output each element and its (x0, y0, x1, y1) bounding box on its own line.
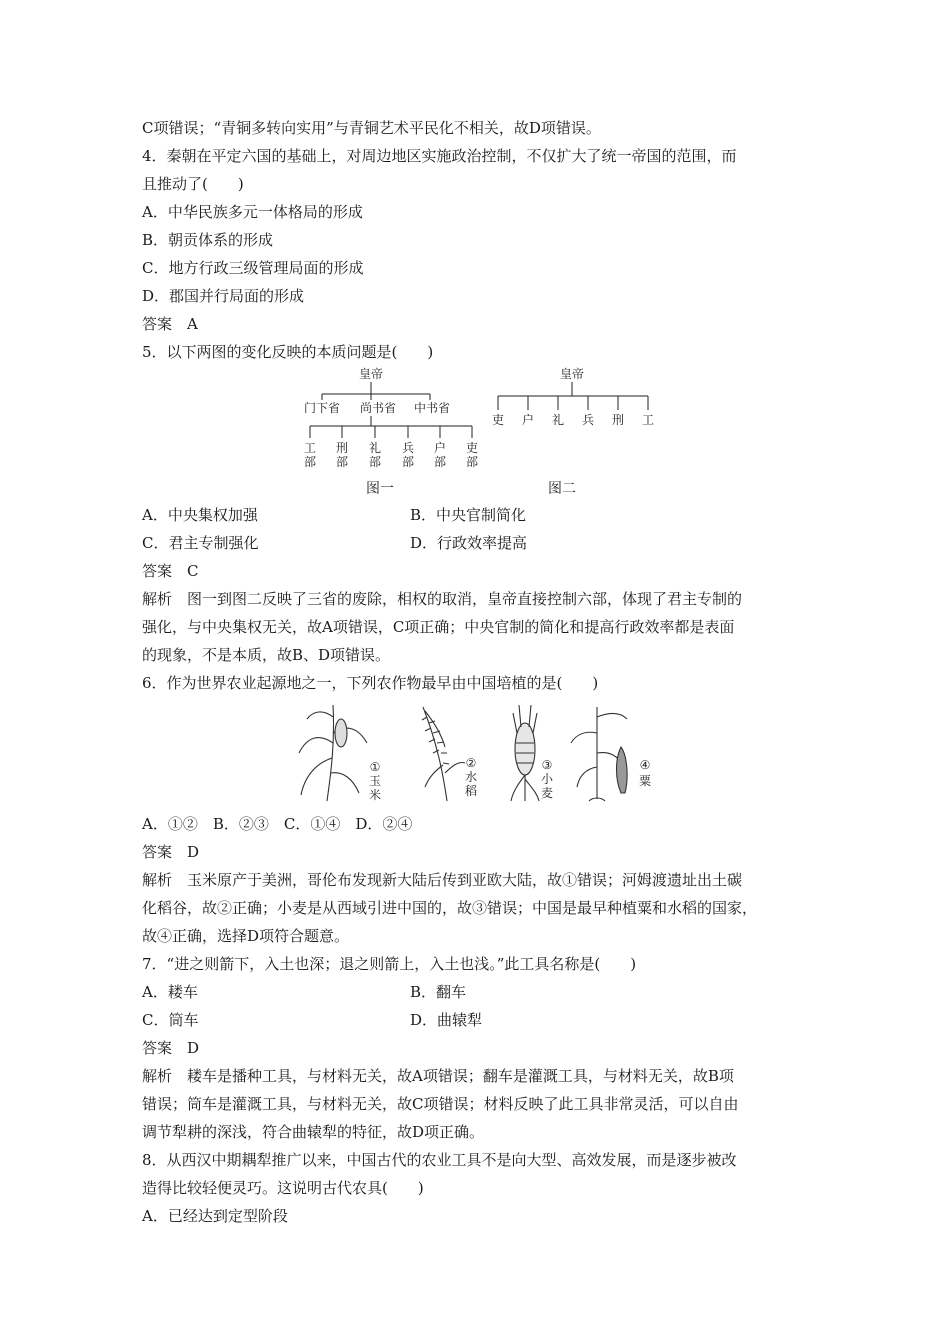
fig1-shangshu: 尚书省 (359, 401, 397, 415)
option-c: C．君主专制强化 (142, 534, 259, 552)
option-a: A．耧车 (142, 983, 198, 1001)
fig2-bu: 礼 (551, 413, 565, 427)
crop-name-char: 小 (540, 772, 554, 786)
fig1-bu-char: 部 (465, 455, 479, 469)
fig1-zhongshu: 中书省 (413, 401, 451, 415)
fig2-bu: 工 (641, 413, 655, 427)
fig1-bu-char: 兵 (401, 441, 415, 455)
millet-plant-icon (571, 707, 627, 801)
wheat-plant-icon (511, 705, 539, 801)
question-4-stem-cont: 且推动了( ) (142, 175, 244, 193)
crop-number: ③ (541, 758, 553, 772)
crop-name-char: 粟 (638, 774, 652, 788)
fig1-bu-char: 工 (303, 441, 317, 455)
fig2-bu: 兵 (581, 413, 595, 427)
government-structure-figure (292, 366, 672, 498)
fig2-bu: 户 (521, 413, 535, 427)
question-8-stem-cont: 造得比较轻便灵巧。这说明古代农具( ) (142, 1179, 424, 1197)
analysis: 解析 图一到图二反映了三省的废除，相权的取消，皇帝直接控制六部，体现了君主专制的 (142, 590, 743, 608)
fig1-bu-char: 部 (401, 455, 415, 469)
analysis-cont: 的现象，不是本质，故B、D项错误。 (142, 646, 391, 664)
option-c: C．筒车 (142, 1011, 199, 1029)
question-8-stem: 8．从西汉中期耦犁推广以来，中国古代的农业工具不是向大型、高效发展，而是逐步被改 (142, 1151, 737, 1169)
analysis-cont: 错误；筒车是灌溉工具，与材料无关，故C项错误；材料反映了此工具非常灵活，可以自由 (142, 1095, 739, 1113)
figure-2-caption: 图二 (548, 481, 576, 497)
question-6-options: A．①② B．②③ C．①④ D．②④ (142, 815, 413, 833)
option-a: A．中央集权加强 (142, 506, 258, 524)
crop-name-char: 稻 (464, 784, 478, 798)
fig1-bu-char: 户 (433, 441, 447, 455)
fig2-emperor: 皇帝 (559, 367, 585, 381)
fig2-bu: 刑 (611, 413, 625, 427)
option-d: D．曲辕犁 (410, 1011, 483, 1029)
option-a: A．中华民族多元一体格局的形成 (142, 203, 363, 221)
answer: 答案 D (142, 843, 200, 861)
fig1-bu-char: 刑 (335, 441, 349, 455)
answer: 答案 D (142, 1039, 200, 1057)
fig1-bu-char: 礼 (368, 441, 382, 455)
analysis-cont: 调节犁耕的深浅，符合曲辕犁的特征，故D项正确。 (142, 1123, 485, 1141)
fig1-bu-char: 部 (303, 455, 317, 469)
analysis-cont: 强化，与中央集权无关，故A项错误，C项正确；中央官制的简化和提高行政效率都是表面 (142, 618, 735, 636)
answer: 答案 C (142, 562, 199, 580)
option-d: D．行政效率提高 (410, 534, 528, 552)
fig1-bu-char: 部 (368, 455, 382, 469)
question-6-stem: 6．作为世界农业起源地之一，下列农作物最早由中国培植的是( ) (142, 674, 599, 692)
fig1-emperor: 皇帝 (358, 367, 384, 381)
text-line: C项错误；“青铜多转向实用”与青铜艺术平民化不相关，故D项错误。 (142, 119, 601, 137)
crop-name-char: 玉 (368, 774, 382, 788)
question-7-stem: 7．“进之则箭下，入土也深；退之则箭上，入土也浅。”此工具名称是( ) (142, 955, 637, 973)
fig2-bu: 吏 (491, 413, 505, 427)
question-5-stem: 5．以下两图的变化反映的本质问题是( ) (142, 343, 434, 361)
crop-name-char: 水 (464, 770, 478, 784)
crop-name-char: 米 (368, 788, 382, 802)
crop-number: ④ (639, 758, 651, 772)
fig1-menxia: 门下省 (303, 401, 341, 415)
crops-figure (297, 703, 667, 803)
fig1-bu-char: 吏 (465, 441, 479, 455)
question-4-stem: 4．秦朝在平定六国的基础上，对周边地区实施政治控制，不仅扩大了统一帝国的范围，而 (142, 147, 737, 165)
option-c: C．地方行政三级管理局面的形成 (142, 259, 364, 277)
figure-1-caption: 图一 (366, 481, 394, 497)
option-b: B．中央官制简化 (410, 506, 527, 524)
crop-name-char: 麦 (540, 786, 554, 800)
fig1-bu-char: 部 (335, 455, 349, 469)
option-b: B．翻车 (410, 983, 467, 1001)
crop-number: ② (465, 756, 477, 770)
option-b: B．朝贡体系的形成 (142, 231, 274, 249)
figure-2 (498, 382, 648, 410)
fig1-bu-char: 部 (433, 455, 447, 469)
analysis: 解析 耧车是播种工具，与材料无关，故A项错误；翻车是灌溉工具，与材料无关，故B项 (142, 1067, 734, 1085)
crop-number: ① (369, 760, 381, 774)
corn-plant-icon (299, 705, 367, 801)
analysis-cont: 故④正确，选择D项符合题意。 (142, 927, 350, 945)
analysis-cont: 化稻谷，故②正确；小麦是从西域引进中国的，故③错误；中国是最早种植粟和水稻的国家， (142, 899, 758, 917)
rice-plant-icon (422, 707, 465, 801)
option-a: A．已经达到定型阶段 (142, 1207, 288, 1225)
option-d: D．郡国并行局面的形成 (142, 287, 305, 305)
analysis: 解析 玉米原产于美洲，哥伦布发现新大陆后传到亚欧大陆，故①错误；河姆渡遗址出土碳 (142, 871, 743, 889)
answer: 答案 A (142, 315, 198, 333)
